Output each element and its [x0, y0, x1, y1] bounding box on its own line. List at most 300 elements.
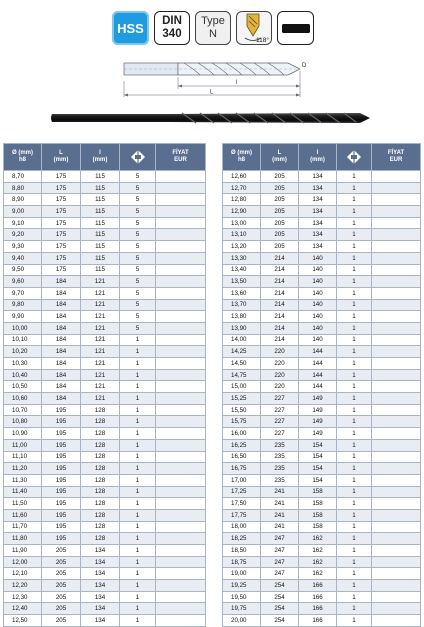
- cell-pack-qty: 1: [337, 206, 372, 218]
- cell-pack-qty: 1: [337, 580, 372, 592]
- cell-price: [372, 591, 421, 603]
- cell-diameter: 13,50: [223, 276, 261, 288]
- cell-price: [372, 381, 421, 393]
- cell-pack-qty: 1: [337, 474, 372, 486]
- cell-flute-length: 134: [81, 545, 120, 557]
- cell-diameter: 12,10: [4, 568, 42, 580]
- cell-flute-length: 121: [81, 276, 120, 288]
- cell-pack-qty: 1: [337, 217, 372, 229]
- dim-L-label: L: [210, 89, 214, 96]
- table-row: [4, 451, 206, 463]
- cell-pack-qty: 1: [337, 287, 372, 299]
- cell-total-length: 175: [42, 194, 81, 206]
- cell-diameter: 17,00: [223, 474, 261, 486]
- cell-flute-length: 166: [299, 591, 337, 603]
- cell-total-length: 205: [261, 171, 299, 183]
- cell-pack-qty: 1: [120, 521, 156, 533]
- cell-total-length: 205: [42, 568, 81, 580]
- cell-diameter: 19,50: [223, 591, 261, 603]
- cell-diameter: 14,50: [223, 358, 261, 370]
- cell-price: [156, 346, 206, 358]
- table-row: [4, 463, 206, 475]
- cell-price: [372, 615, 421, 627]
- cell-price: [156, 603, 206, 615]
- cell-flute-length: 140: [299, 334, 337, 346]
- table-row: [4, 346, 206, 358]
- cell-pack-qty: 1: [120, 416, 156, 428]
- cell-diameter: 8,70: [4, 171, 42, 183]
- cell-total-length: 195: [42, 521, 81, 533]
- cell-diameter: 9,30: [4, 241, 42, 253]
- cell-price: [372, 439, 421, 451]
- col-total-length: L (mm): [261, 144, 299, 171]
- cell-flute-length: 134: [81, 556, 120, 568]
- cell-pack-qty: 1: [120, 580, 156, 592]
- cell-price: [156, 381, 206, 393]
- cell-flute-length: 134: [299, 229, 337, 241]
- cell-diameter: 11,10: [4, 451, 42, 463]
- cell-diameter: 17,75: [223, 509, 261, 521]
- cell-price: [156, 428, 206, 440]
- cell-diameter: 9,10: [4, 217, 42, 229]
- cell-flute-length: 121: [81, 381, 120, 393]
- cell-price: [156, 591, 206, 603]
- table-row: [4, 287, 206, 299]
- cell-total-length: 205: [261, 217, 299, 229]
- cell-flute-length: 149: [299, 428, 337, 440]
- cell-pack-qty: 1: [337, 334, 372, 346]
- cell-diameter: 14,25: [223, 346, 261, 358]
- cell-price: [372, 346, 421, 358]
- cell-flute-length: 121: [81, 322, 120, 334]
- cell-total-length: 175: [42, 206, 81, 218]
- package-quantity-icon: [120, 144, 156, 171]
- cell-diameter: 9,40: [4, 252, 42, 264]
- table-row: [223, 451, 421, 463]
- cell-flute-length: 128: [81, 498, 120, 510]
- cell-total-length: 247: [261, 556, 299, 568]
- cell-total-length: 184: [42, 369, 81, 381]
- cell-total-length: 195: [42, 509, 81, 521]
- col-flute-length: l (mm): [299, 144, 337, 171]
- type-value: N: [209, 28, 217, 40]
- cell-diameter: 11,70: [4, 521, 42, 533]
- cell-diameter: 13,80: [223, 311, 261, 323]
- cell-flute-length: 149: [299, 393, 337, 405]
- cell-pack-qty: 5: [120, 229, 156, 241]
- cell-flute-length: 154: [299, 474, 337, 486]
- cell-total-length: 195: [42, 428, 81, 440]
- cell-total-length: 205: [42, 545, 81, 557]
- cell-pack-qty: 1: [120, 603, 156, 615]
- din-badge: [154, 11, 190, 45]
- cell-diameter: 8,80: [4, 182, 42, 194]
- cell-diameter: 16,00: [223, 428, 261, 440]
- table-row: [4, 404, 206, 416]
- cell-price: [156, 498, 206, 510]
- cell-flute-length: 128: [81, 404, 120, 416]
- cell-pack-qty: 1: [120, 369, 156, 381]
- table-row: [223, 568, 421, 580]
- table-row: [223, 346, 421, 358]
- cell-pack-qty: 1: [337, 171, 372, 183]
- cell-diameter: 13,40: [223, 264, 261, 276]
- cell-pack-qty: 1: [120, 474, 156, 486]
- cell-price: [372, 533, 421, 545]
- cell-pack-qty: 1: [337, 498, 372, 510]
- cell-total-length: 241: [261, 521, 299, 533]
- cell-total-length: 195: [42, 533, 81, 545]
- table-row: [223, 241, 421, 253]
- cell-diameter: 18,25: [223, 533, 261, 545]
- cell-flute-length: 154: [299, 463, 337, 475]
- cell-price: [372, 311, 421, 323]
- cylindrical-shank-icon: [277, 11, 314, 45]
- cell-price: [156, 206, 206, 218]
- cell-total-length: 175: [42, 171, 81, 183]
- table-row: [4, 486, 206, 498]
- cell-total-length: 227: [261, 404, 299, 416]
- col-price: FİYAT EUR: [372, 144, 421, 171]
- cell-total-length: 205: [42, 603, 81, 615]
- cell-diameter: 19,75: [223, 603, 261, 615]
- table-row: [223, 509, 421, 521]
- cell-total-length: 214: [261, 299, 299, 311]
- cell-price: [156, 486, 206, 498]
- table-row: [4, 580, 206, 592]
- cell-price: [156, 545, 206, 557]
- table-row: [223, 299, 421, 311]
- cell-total-length: 195: [42, 463, 81, 475]
- cell-pack-qty: 5: [120, 322, 156, 334]
- table-row: [4, 509, 206, 521]
- cell-flute-length: 158: [299, 486, 337, 498]
- table-row: [223, 556, 421, 568]
- cell-price: [156, 393, 206, 405]
- tip-angle: 118°: [256, 37, 269, 44]
- cell-diameter: 10,20: [4, 346, 42, 358]
- table-row: [223, 486, 421, 498]
- cell-flute-length: 162: [299, 568, 337, 580]
- cell-pack-qty: 1: [337, 358, 372, 370]
- cell-flute-length: 134: [81, 591, 120, 603]
- table-row: [223, 428, 421, 440]
- cell-price: [156, 439, 206, 451]
- cell-total-length: 205: [261, 241, 299, 253]
- cell-pack-qty: 1: [337, 451, 372, 463]
- drill-bit-image: [50, 107, 372, 129]
- cell-pack-qty: 1: [337, 393, 372, 405]
- table-header-row: [223, 144, 421, 171]
- cell-pack-qty: 1: [120, 591, 156, 603]
- cell-total-length: 227: [261, 428, 299, 440]
- cell-price: [372, 404, 421, 416]
- cell-diameter: 9,70: [4, 287, 42, 299]
- cell-price: [156, 404, 206, 416]
- cell-total-length: 205: [261, 206, 299, 218]
- cell-price: [156, 509, 206, 521]
- cell-total-length: 220: [261, 346, 299, 358]
- cell-flute-length: 158: [299, 521, 337, 533]
- cell-diameter: 16,50: [223, 451, 261, 463]
- table-row: [223, 182, 421, 194]
- cell-flute-length: 154: [299, 451, 337, 463]
- table-row: [4, 217, 206, 229]
- cell-diameter: 12,60: [223, 171, 261, 183]
- cell-pack-qty: 1: [337, 299, 372, 311]
- cell-pack-qty: 1: [337, 568, 372, 580]
- cell-diameter: 13,20: [223, 241, 261, 253]
- cell-pack-qty: 1: [337, 229, 372, 241]
- cell-diameter: 12,20: [4, 580, 42, 592]
- cell-flute-length: 140: [299, 252, 337, 264]
- hss-label: HSS: [117, 20, 144, 36]
- cell-flute-length: 134: [81, 615, 120, 627]
- table-row: [4, 322, 206, 334]
- cell-total-length: 235: [261, 451, 299, 463]
- cell-total-length: 254: [261, 591, 299, 603]
- cell-pack-qty: 5: [120, 299, 156, 311]
- cell-total-length: 184: [42, 393, 81, 405]
- type-label: Type: [201, 15, 225, 27]
- table-row: [4, 545, 206, 557]
- cell-flute-length: 144: [299, 346, 337, 358]
- cell-price: [372, 322, 421, 334]
- cell-diameter: 14,00: [223, 334, 261, 346]
- cell-total-length: 205: [42, 580, 81, 592]
- cell-price: [372, 229, 421, 241]
- cell-total-length: 175: [42, 252, 81, 264]
- cell-price: [372, 194, 421, 206]
- cell-diameter: 17,50: [223, 498, 261, 510]
- cell-pack-qty: 1: [337, 509, 372, 521]
- cell-flute-length: 162: [299, 533, 337, 545]
- cell-price: [372, 498, 421, 510]
- cell-diameter: 11,20: [4, 463, 42, 475]
- cell-pack-qty: 1: [337, 369, 372, 381]
- cell-total-length: 205: [42, 556, 81, 568]
- cell-total-length: 195: [42, 498, 81, 510]
- cell-diameter: 13,90: [223, 322, 261, 334]
- cell-diameter: 19,00: [223, 568, 261, 580]
- cell-flute-length: 134: [299, 171, 337, 183]
- cell-pack-qty: 1: [337, 545, 372, 557]
- cell-pack-qty: 5: [120, 252, 156, 264]
- cell-price: [372, 334, 421, 346]
- drill-spec-table-left: [3, 143, 206, 627]
- cell-diameter: 12,90: [223, 206, 261, 218]
- table-row: [223, 404, 421, 416]
- drill-spec-table-right: [222, 143, 421, 627]
- cell-diameter: 9,90: [4, 311, 42, 323]
- col-total-length: L (mm): [42, 144, 81, 171]
- col-diameter: Ø (mm) h8: [4, 144, 42, 171]
- cell-flute-length: 134: [299, 194, 337, 206]
- cell-price: [156, 358, 206, 370]
- table-row: [223, 521, 421, 533]
- cell-price: [372, 580, 421, 592]
- col-diameter: Ø (mm) h8: [223, 144, 261, 171]
- cell-pack-qty: 1: [337, 428, 372, 440]
- cell-flute-length: 158: [299, 498, 337, 510]
- table-row: [4, 206, 206, 218]
- dim-d-label: D: [302, 63, 306, 69]
- cell-diameter: 11,30: [4, 474, 42, 486]
- drill-tip-icon: [236, 11, 272, 45]
- cell-flute-length: 140: [299, 311, 337, 323]
- cell-diameter: 12,70: [223, 182, 261, 194]
- cell-price: [372, 428, 421, 440]
- cell-pack-qty: 5: [120, 206, 156, 218]
- cell-price: [156, 533, 206, 545]
- table-row: [223, 381, 421, 393]
- cell-price: [156, 229, 206, 241]
- cell-pack-qty: 1: [120, 463, 156, 475]
- cell-diameter: 9,50: [4, 264, 42, 276]
- table-row: [223, 580, 421, 592]
- cell-total-length: 175: [42, 229, 81, 241]
- cell-total-length: 220: [261, 369, 299, 381]
- cell-pack-qty: 1: [337, 486, 372, 498]
- cell-price: [372, 416, 421, 428]
- cell-pack-qty: 1: [337, 463, 372, 475]
- cell-flute-length: 121: [81, 346, 120, 358]
- cell-price: [156, 287, 206, 299]
- cell-pack-qty: 5: [120, 194, 156, 206]
- cell-diameter: 10,10: [4, 334, 42, 346]
- hss-badge: [112, 11, 149, 45]
- cell-total-length: 254: [261, 603, 299, 615]
- cell-pack-qty: 1: [120, 498, 156, 510]
- cell-total-length: 247: [261, 533, 299, 545]
- cell-total-length: 184: [42, 334, 81, 346]
- cell-pack-qty: 1: [120, 486, 156, 498]
- cell-total-length: 195: [42, 486, 81, 498]
- cell-price: [156, 474, 206, 486]
- cell-flute-length: 166: [299, 615, 337, 627]
- cell-price: [156, 311, 206, 323]
- cell-flute-length: 149: [299, 416, 337, 428]
- table-row: [4, 311, 206, 323]
- package-quantity-icon: [337, 144, 372, 171]
- cell-flute-length: 115: [81, 264, 120, 276]
- cell-total-length: 184: [42, 311, 81, 323]
- cell-price: [156, 615, 206, 627]
- cell-pack-qty: 5: [120, 287, 156, 299]
- cell-diameter: 11,40: [4, 486, 42, 498]
- cell-total-length: 235: [261, 439, 299, 451]
- cell-diameter: 18,75: [223, 556, 261, 568]
- table-row: [4, 299, 206, 311]
- table-row: [4, 171, 206, 183]
- cell-price: [156, 194, 206, 206]
- cell-flute-length: 128: [81, 428, 120, 440]
- cell-total-length: 175: [42, 264, 81, 276]
- table-row: [4, 182, 206, 194]
- table-row: [223, 358, 421, 370]
- cell-flute-length: 134: [299, 182, 337, 194]
- cell-price: [372, 521, 421, 533]
- cell-total-length: 214: [261, 334, 299, 346]
- table-row: [4, 615, 206, 627]
- cell-total-length: 175: [42, 241, 81, 253]
- cell-diameter: 19,25: [223, 580, 261, 592]
- cell-flute-length: 140: [299, 264, 337, 276]
- cell-flute-length: 115: [81, 241, 120, 253]
- cell-diameter: 10,60: [4, 393, 42, 405]
- cell-flute-length: 140: [299, 299, 337, 311]
- cell-pack-qty: 1: [120, 346, 156, 358]
- cell-pack-qty: 1: [120, 381, 156, 393]
- cell-flute-length: 162: [299, 556, 337, 568]
- cell-pack-qty: 5: [120, 311, 156, 323]
- table-row: [4, 369, 206, 381]
- table-row: [223, 393, 421, 405]
- table-row: [223, 276, 421, 288]
- cell-price: [372, 217, 421, 229]
- cell-diameter: 10,90: [4, 428, 42, 440]
- cell-diameter: 13,00: [223, 217, 261, 229]
- cell-flute-length: 115: [81, 217, 120, 229]
- cell-price: [156, 264, 206, 276]
- cell-price: [372, 463, 421, 475]
- table-row: [223, 439, 421, 451]
- table-row: [223, 603, 421, 615]
- col-price: FİYAT EUR: [156, 144, 206, 171]
- table-row: [223, 533, 421, 545]
- cell-price: [372, 182, 421, 194]
- cell-price: [372, 474, 421, 486]
- cell-flute-length: 115: [81, 252, 120, 264]
- table-row: [4, 591, 206, 603]
- cell-diameter: 10,80: [4, 416, 42, 428]
- cell-diameter: 12,30: [4, 591, 42, 603]
- table-row: [223, 545, 421, 557]
- cell-total-length: 184: [42, 322, 81, 334]
- cell-price: [372, 545, 421, 557]
- cell-flute-length: 115: [81, 182, 120, 194]
- cell-flute-length: 154: [299, 439, 337, 451]
- cell-total-length: 241: [261, 498, 299, 510]
- cell-total-length: 195: [42, 416, 81, 428]
- cell-flute-length: 134: [299, 217, 337, 229]
- cell-total-length: 184: [42, 358, 81, 370]
- cell-diameter: 10,70: [4, 404, 42, 416]
- table-row: [223, 171, 421, 183]
- cell-price: [156, 463, 206, 475]
- cell-flute-length: 134: [299, 241, 337, 253]
- cell-total-length: 184: [42, 299, 81, 311]
- cell-total-length: 235: [261, 474, 299, 486]
- cell-diameter: 10,30: [4, 358, 42, 370]
- cell-total-length: 235: [261, 463, 299, 475]
- cell-total-length: 195: [42, 451, 81, 463]
- table-row: [4, 568, 206, 580]
- table-row: [4, 229, 206, 241]
- cell-total-length: 184: [42, 346, 81, 358]
- table-row: [4, 381, 206, 393]
- cell-total-length: 205: [42, 615, 81, 627]
- table-row: [223, 498, 421, 510]
- cell-total-length: 227: [261, 393, 299, 405]
- cell-flute-length: 115: [81, 206, 120, 218]
- cell-flute-length: 128: [81, 474, 120, 486]
- table-row: [223, 334, 421, 346]
- cell-total-length: 214: [261, 252, 299, 264]
- cell-diameter: 13,70: [223, 299, 261, 311]
- cell-total-length: 220: [261, 358, 299, 370]
- cell-pack-qty: 1: [120, 509, 156, 521]
